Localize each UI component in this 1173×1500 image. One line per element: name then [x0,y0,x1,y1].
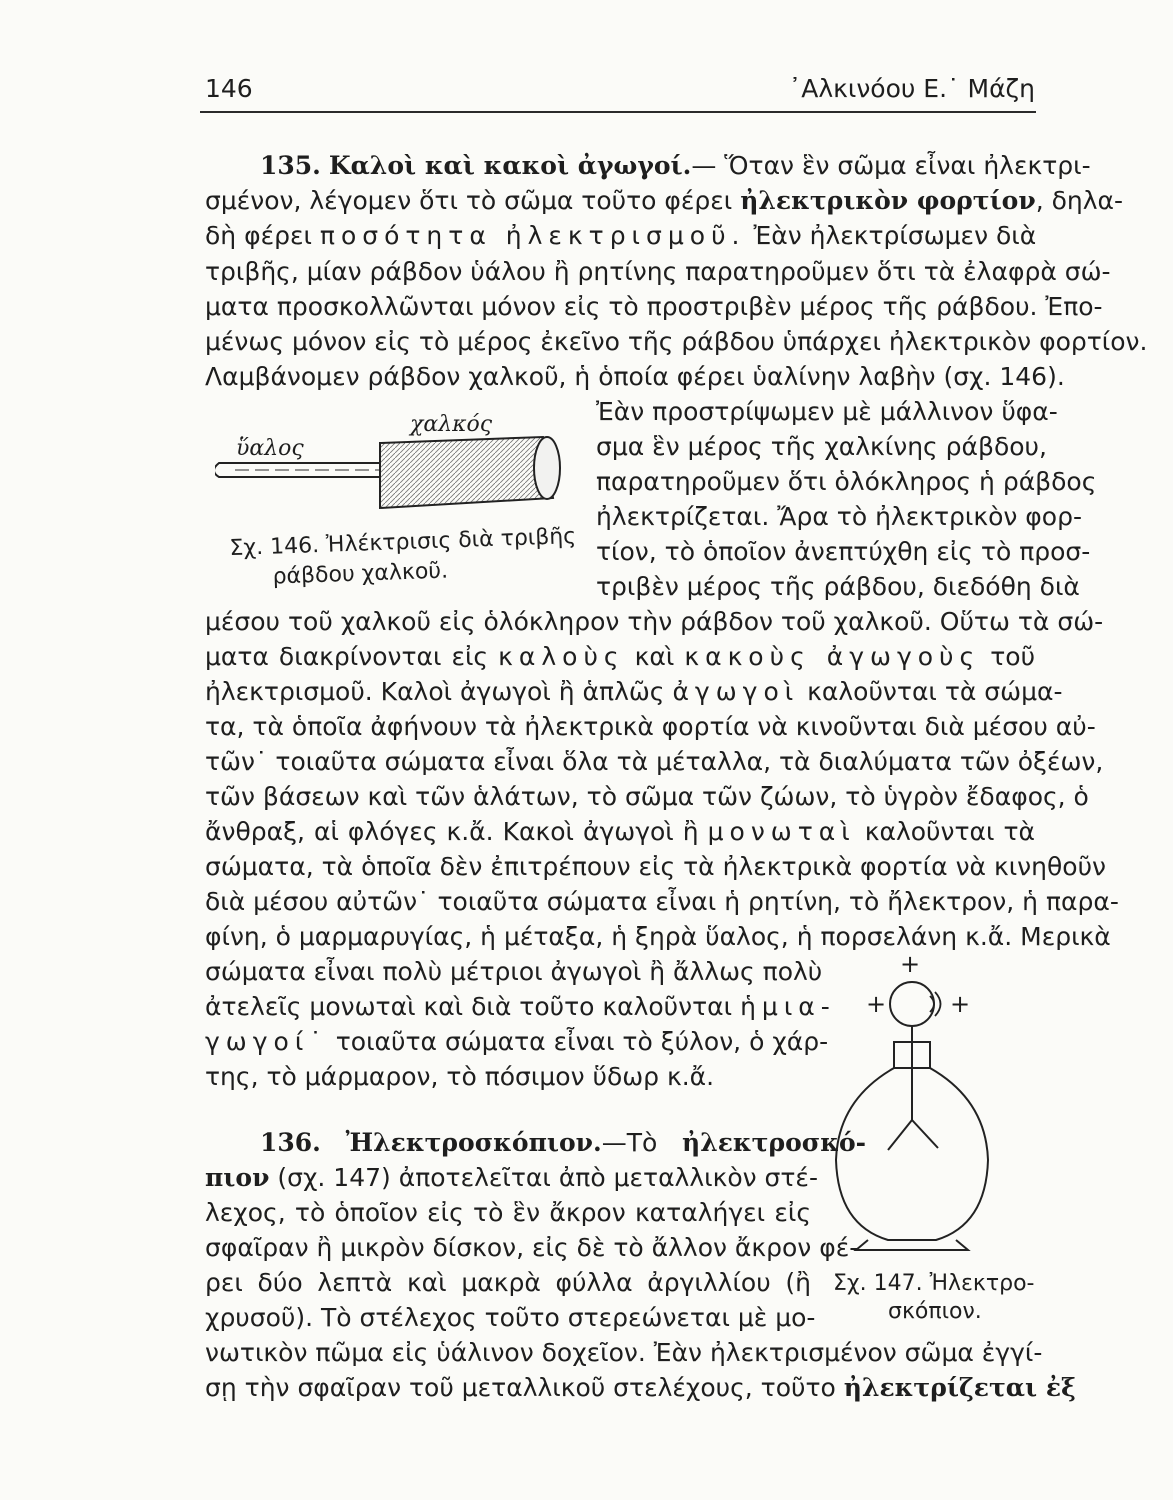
page-number: 146 [205,74,253,103]
section-135-line-26: γωγοί˙ τοιαῦτα σώματα εἶναι τὸ ξύλον, ὁ χάρ- [205,1027,829,1056]
section-135-line-3: δὴ φέρει ποσότητα ἠλεκτρισμοῦ. Ἐὰν ἠλεκτρίσωμεν διὰ [205,221,1037,250]
section-135-line-4: τριβῆς, μίαν ράβδον ὑάλου ἢ ρητίνης παρατηροῦμεν ὅτι τὰ ἐλαφρὰ σώ- [205,257,1111,286]
term-becomes-electrified: ἠλεκτρίζεται ἐξ [843,1373,1076,1402]
term-bad-conductors: κακοὺς ἀγωγοὺς [684,642,981,671]
section-136-line-7: νωτικὸν πῶμα εἰς ὑάλινον δοχεῖον. Ἐὰν ἠλεκτρισμένον σῶμα ἐγγί- [205,1338,1043,1367]
section-136-line-3: λεχος, τὸ ὁποῖον εἰς τὸ ἓν ἄκρον καταλήγει εἰς [205,1198,811,1227]
term-electroscope: ἠλεκτροσκό- [682,1128,867,1157]
section-135-line-11: ἠλεκτρίζεται. Ἄρα τὸ ἠλεκτρικὸν φορ- [596,502,1082,531]
section-135-line-16: ἠλεκτρισμοῦ. Καλοὶ ἀγωγοὶ ἢ ἁπλῶς ἀγωγοὶ καλοῦνται τὰ σώμα- [205,677,1063,706]
section-135-line-25: ἀτελεῖς μονωταὶ καὶ διὰ τοῦτο καλοῦνται ἡμια- [205,992,836,1021]
section-136-line-8: σῃ τὴν σφαῖραν τοῦ μεταλλικοῦ στελέχους, τοῦτο ἠλεκτρίζεται ἐξ [205,1373,1076,1402]
section-135-line-2: σμένον, λέγομεν ὅτι τὸ σῶμα τοῦτο φέρει ἠλεκτρικὸν φορτίον, δηλα- [205,186,1124,215]
plus-sign-right: + [950,990,971,1018]
section-135-line-7: Λαμβάνομεν ράβδον χαλκοῦ, ἡ ὁποία φέρει ὑαλίνην λαβὴν (σχ. 146). [205,362,1065,391]
label-copper: χαλκός [410,412,493,437]
section-135-title: Καλοὶ καὶ κακοὶ ἀγωγοί. [328,151,692,180]
section-135-line-10: παρατηροῦμεν ὅτι ὁλόκληρος ἡ ράβδος [596,467,1097,496]
section-135-line-22: διὰ μέσου αὐτῶν˙ τοιαῦτα σώματα εἶναι ἡ ρητίνη, τὸ ἤλεκτρον, ἡ παρα- [205,887,1119,916]
section-135-line-15: ματα διακρίνονται εἰς καλοὺς καὶ κακοὺς ἀγωγοὺς τοῦ [205,642,1036,671]
section-136-number: 136. [260,1128,321,1157]
section-135-line-1: 135. Καλοὶ καὶ κακοὶ ἀγωγοί.— Ὅταν ἓν σῶμα εἶναι ἠλεκτρι- [260,151,1091,180]
term-electric-charge: ἠλεκτρικὸν φορτίον [740,186,1036,215]
page-header [205,74,1035,110]
section-136-line-1: 136. Ἠλεκτροσκόπιον.—Τὸ ἠλεκτροσκό- [260,1128,867,1157]
term-semiconductors-part1: ἡμια- [740,992,836,1021]
section-136-line-6: χρυσοῦ). Τὸ στέλεχος τοῦτο στερεώνεται μὲ μο- [205,1303,816,1332]
term-semiconductors-part2: γωγοί˙ [205,1027,328,1056]
plus-sign-top: + [900,950,921,978]
section-135-line-19: τῶν βάσεων καὶ τῶν ἁλάτων, τὸ σῶμα τῶν ζώων, τὸ ὑγρὸν ἔδαφος, ὁ [205,782,1089,811]
term-insulators: μονωταὶ [707,817,856,846]
section-135-line-12: τίον, τὸ ὁποῖον ἀνεπτύχθη εἰς τὸ προσ- [596,537,1091,566]
figure-147-caption: Σχ. 147. Ἠλεκτρο- σκόπιον. [833,1271,1035,1324]
section-135-line-14: μέσου τοῦ χαλκοῦ εἰς ὁλόκληρον τὴν ράβδον τοῦ χαλκοῦ. Οὕτω τὰ σώ- [205,607,1104,636]
section-136-title: Ἠλεκτροσκόπιον. [345,1128,602,1157]
section-135-line-20: ἄνθραξ, αἱ φλόγες κ.ἄ. Κακοὶ ἀγωγοὶ ἢ μονωταὶ καλοῦνται τὰ [205,817,1035,846]
section-136-line-4: σφαῖραν ἢ μικρὸν δίσκον, εἰς δὲ τὸ ἄλλον ἄκρον φέ- [205,1233,859,1262]
section-136-line-2: πιον (σχ. 147) ἀποτελεῖται ἀπὸ μεταλλικὸν στέ- [205,1163,818,1192]
term-good-conductors: καλοὺς [498,642,625,671]
section-135-line-27: της, τὸ μάρμαρον, τὸ πόσιμον ὕδωρ κ.ἄ. [205,1062,715,1091]
term-quantity-of-electricity: ποσότητα ἠλεκτρισμοῦ. [319,221,746,250]
running-head: ᾿Αλκινόου Ε.˙ Μάζη [788,74,1035,103]
figure-147-electroscope [828,950,1038,1270]
section-135-line-18: τῶν˙ τοιαῦτα σώματα εἶναι ὅλα τὰ μέταλλα, τὰ διαλύματα τῶν ὀξέων, [205,747,1104,776]
section-135-line-8: Ἐὰν προστρίψωμεν μὲ μάλλινον ὕφα- [596,397,1058,426]
section-135-line-21: σώματα, τὰ ὁποῖα δὲν ἐπιτρέπουν εἰς τὰ ἠλεκτρικὰ φορτία νὰ κινηθοῦν [205,852,1107,881]
header-rule [200,111,1036,113]
section-136-line-5: ρει δύο λεπτὰ καὶ μακρὰ φύλλα ἀργιλλίου (ἢ [205,1268,811,1297]
figure-146-caption: Σχ. 146. Ἠλέκτρισις διὰ τριβῆς ράβδου χαλκοῦ. [229,524,577,590]
label-glass: ὕαλος [236,436,304,461]
section-135-number: 135. [260,151,321,180]
section-135-line-5: ματα προσκολλῶνται μόνον εἰς τὸ προστριβὲν μέρος τῆς ράβδου. Ἐπο- [205,292,1103,321]
leaf-right [912,1120,938,1148]
leaf-left [888,1120,912,1150]
section-135-line-13: τριβὲν μέρος τῆς ράβδου, διεδόθη διὰ [596,572,1080,601]
term-conductors: ἀγωγοὶ [672,677,800,706]
section-135-line-6: μένως μόνον εἰς τὸ μέρος ἐκεῖνο τῆς ράβδου ὑπάρχει ἠλεκτρικὸν φορτίον. [205,327,1148,356]
plus-sign-left: + [866,990,887,1018]
electroscope-sphere [890,982,934,1026]
section-135-line-24: σώματα εἶναι πολὺ μέτριοι ἀγωγοὶ ἢ ἄλλως πολὺ [205,957,823,986]
section-135-line-23: φίνη, ὁ μαρμαρυγίας, ἡ μέταξα, ἡ ξηρὰ ὕαλος, ἡ πορσελάνη κ.ἄ. Μερικὰ [205,922,1111,951]
copper-rod [380,437,553,508]
section-135-line-9: σμα ἓν μέρος τῆς χαλκίνης ράβδου, [596,432,1047,461]
section-135-line-17: τα, τὰ ὁποῖα ἀφήνουν τὰ ἠλεκτρικὰ φορτία νὰ κινοῦνται διὰ μέσου αὐ- [205,712,1096,741]
